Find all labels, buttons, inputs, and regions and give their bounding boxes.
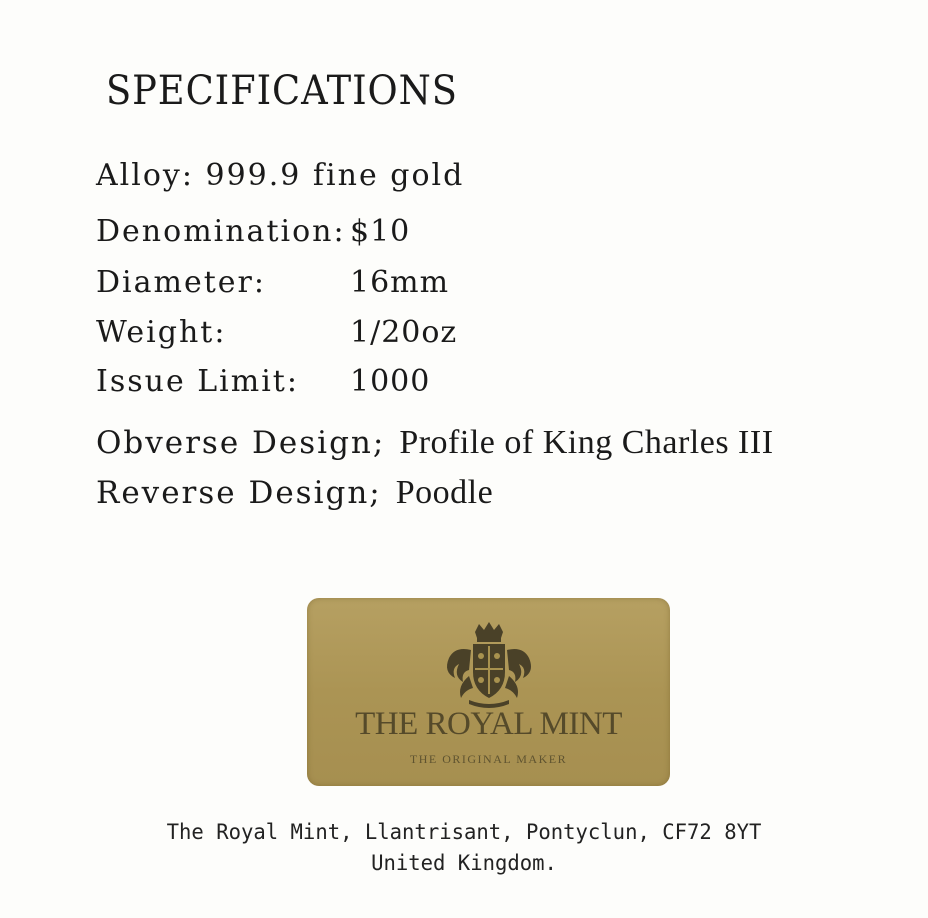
obverse-design-label: Obverse Design; xyxy=(96,425,386,461)
diameter-label: Diameter: xyxy=(96,265,266,300)
denomination-label: Denomination: xyxy=(96,214,346,249)
royal-crest-icon xyxy=(439,620,539,712)
issue-limit-value: 1000 xyxy=(350,364,431,399)
royal-mint-tagline: THE ORIGINAL MAKER xyxy=(409,752,568,766)
weight-value: 1/20oz xyxy=(350,315,458,350)
obverse-design-row xyxy=(96,424,774,462)
address-line-2: United Kingdom. xyxy=(371,851,557,875)
reverse-design-value: Poodle xyxy=(395,474,494,511)
denomination-value: $10 xyxy=(350,214,411,249)
page-title: SPECIFICATIONS xyxy=(106,68,458,114)
weight-label: Weight: xyxy=(96,315,227,350)
royal-mint-logo xyxy=(307,598,670,786)
address-line-1: The Royal Mint, Llantrisant, Pontyclun, CF72 8YT xyxy=(166,820,762,844)
alloy-text: Alloy: 999.9 fine gold xyxy=(96,158,465,193)
reverse-design-label: Reverse Design; xyxy=(96,475,382,511)
obverse-design-value: Profile of King Charles III xyxy=(399,424,774,461)
issue-limit-label: Issue Limit: xyxy=(96,364,299,399)
royal-mint-wordmark: THE ROYAL MINT xyxy=(355,706,622,742)
reverse-design-row xyxy=(96,474,493,512)
diameter-value: 16mm xyxy=(350,265,450,300)
